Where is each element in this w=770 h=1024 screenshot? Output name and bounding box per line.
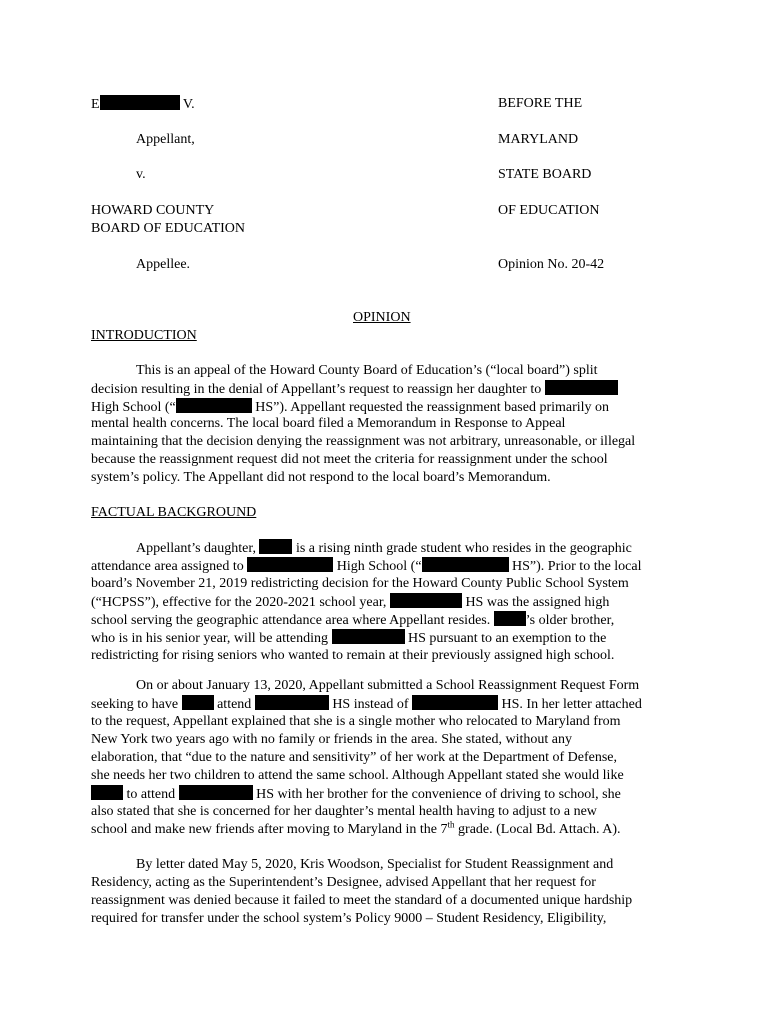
appellee-name-line1: HOWARD COUNTY [91,203,215,218]
factual-line: redistricting for rising seniors who wanted to remain at their previously assigned high school. [91,648,615,663]
redaction-block [100,95,180,110]
party1-initial: E [91,97,100,112]
factual-line: By letter dated May 5, 2020, Kris Woodson, Specialist for Student Reassignment and [136,857,614,872]
factual-line: reassignment was denied because it failed to meet the standard of a documented unique hardship [91,893,633,908]
factual-background-heading: FACTUAL BACKGROUND [91,505,257,520]
factual-line: she needs her two children to attend the same school. Although Appellant stated she would like [91,768,624,783]
intro-line: because the reassignment request did not meet the criteria for reassignment under the school [91,452,608,467]
appellee-label: Appellee. [136,257,191,272]
factual-line: to the request, Appellant explained that she is a single mother who relocated to Maryland from [91,714,621,729]
redaction-block [412,695,498,710]
party1-suffix: V. [182,97,195,112]
redaction-block [422,557,509,572]
redaction-block [247,557,333,572]
intro-line: decision resulting in the denial of Appellant’s request to reassign her daughter to [91,380,618,398]
factual-line: elaboration, that “due to the nature and sensitivity” of her work at the Department of Defense, [91,750,617,765]
factual-line: attendance area assigned to High School (“ HS”). Prior to the local [91,559,642,574]
appellee-name-line2: BOARD OF EDUCATION [91,221,246,236]
factual-line: who is in his senior year, will be attending HS pursuant to an exemption to the [91,631,607,646]
factual-line: school and make new friends after moving to Maryland in the 7th grade. (Local Bd. Attach. A). [91,819,621,837]
factual-line: required for transfer under the school system’s Policy 9000 – Student Residency, Eligibility, [91,911,607,926]
redaction-block [390,593,462,608]
factual-line: Appellant’s daughter, is a rising ninth grade student who resides in the geographic [136,541,632,556]
factual-line: On or about January 13, 2020, Appellant submitted a School Reassignment Request Form [136,678,640,693]
factual-line: seeking to have attend HS instead of HS. In her letter attached [91,697,642,712]
redaction-block [545,380,618,395]
redaction-block [259,539,292,554]
intro-line: mental health concerns. The local board filed a Memorandum in Response to Appeal [91,416,566,431]
court-line2: MARYLAND [498,132,579,147]
introduction-heading: INTRODUCTION [91,328,197,343]
intro-line: High School (“ HS”). Appellant requested the reassignment based primarily on [91,400,610,415]
redaction-block [494,611,526,626]
court-line3: STATE BOARD [498,167,592,182]
redaction-block [332,629,405,644]
superscript: th [447,819,455,830]
redaction-block [91,785,123,800]
factual-line: also stated that she is concerned for her daughter’s mental health having to adjust to a new [91,804,597,819]
court-line4: OF EDUCATION [498,203,600,218]
redaction-block [176,398,252,413]
versus-label: v. [136,167,146,182]
appellant-label: Appellant, [136,132,195,147]
factual-line: (“HCPSS”), effective for the 2020-2021 school year, HS was the assigned high [91,595,610,610]
factual-line: to attend HS with her brother for the convenience of driving to school, she [91,785,621,803]
factual-line: New York two years ago with no family or friends in the area. She stated, without any [91,732,572,747]
factual-line: school serving the geographic attendance area where Appellant resides. ’s older brother, [91,613,615,628]
factual-line: Residency, acting as the Superintendent’s Designee, advised Appellant that her request for [91,875,596,890]
redaction-block [182,695,214,710]
intro-line: system’s policy. The Appellant did not respond to the local board’s Memorandum. [91,470,551,485]
page-title: OPINION [353,310,411,325]
opinion-number: Opinion No. 20-42 [498,257,605,272]
factual-line: board’s November 21, 2019 redistricting decision for the Howard County Public School System [91,576,629,591]
intro-line: This is an appeal of the Howard County Board of Education’s (“local board”) split [136,363,598,378]
party1-line [91,95,195,113]
redaction-block [179,785,253,800]
intro-line: maintaining that the decision denying the reassignment was not arbitrary, unreasonable, or illegal [91,434,636,449]
redaction-block [255,695,329,710]
court-line1: BEFORE THE [498,96,583,111]
